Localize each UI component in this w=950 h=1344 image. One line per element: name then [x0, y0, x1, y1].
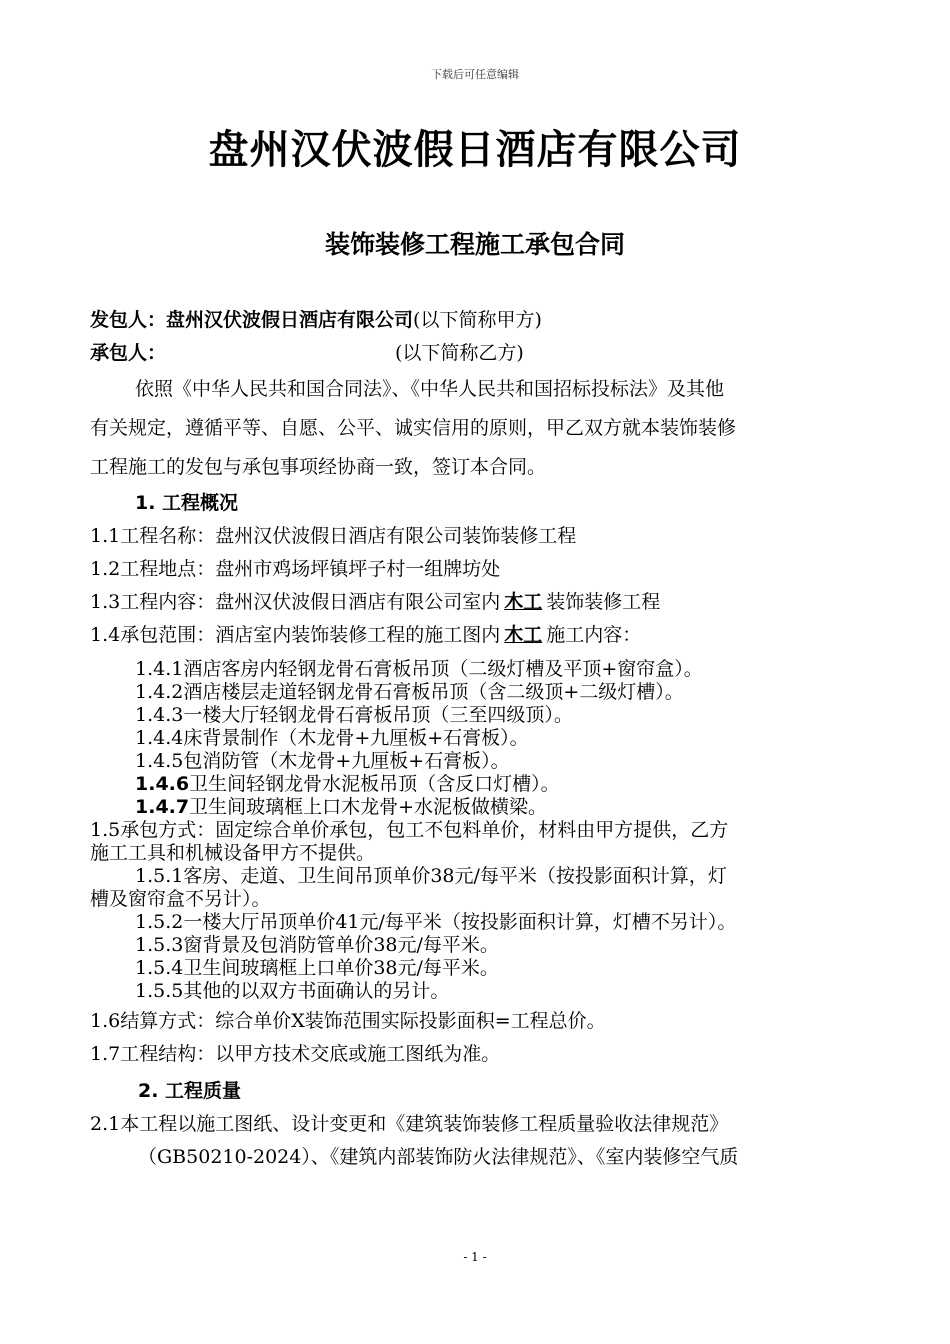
clause-1-1: 1.1工程名称：盘州汉伏波假日酒店有限公司装饰装修工程 — [90, 525, 577, 547]
clause-1-4 — [90, 619, 880, 652]
list-item: 1.5.3窗背景及包消防管单价38元/每平米。 — [135, 934, 499, 956]
party-a-name: 盘州汉伏波假日酒店有限公司 — [166, 309, 414, 331]
party-a-suffix: (以下简称甲方) — [413, 309, 542, 331]
party-a-label: 发包人： — [90, 309, 167, 331]
clause-1-5-list — [90, 911, 880, 1003]
list-item — [90, 796, 880, 819]
list-item: 1.4.4床背景制作（木龙骨+九厘板+石膏板）。 — [135, 727, 529, 749]
header-note: 下载后可任意编辑 — [431, 68, 519, 81]
clause-1-6: 1.6结算方式：综合单价X装饰范围实际投影面积=工程总价。 — [90, 1010, 606, 1032]
intro-line: 依照《中华人民共和国合同法》、《中华人民共和国招标投标法》及其他 — [135, 378, 725, 400]
list-item: 1.5.4卫生间玻璃框上口单价38元/每平米。 — [135, 957, 499, 979]
list-item-number: 1.4.7 — [135, 796, 190, 818]
clause-1-3-pre: 1.3工程内容：盘州汉伏波假日酒店有限公司室内 — [90, 591, 501, 613]
clause-1-5-1 — [90, 865, 880, 911]
intro-line: 有关规定，遵循平等、自愿、公平、诚实信用的原则，甲乙双方就本装饰装修 — [90, 417, 737, 439]
party-a-line — [90, 304, 880, 337]
contract-body — [90, 304, 880, 1174]
clause-2-1-line: 2.1本工程以施工图纸、设计变更和《建筑装饰装修工程质量验收法律规范》 — [90, 1113, 729, 1135]
list-item: 1.4.2酒店楼层走道轻钢龙骨石膏板吊顶（含二级顶+二级灯槽）。 — [135, 681, 684, 703]
list-item-text: 卫生间玻璃框上口木龙骨+水泥板做横梁。 — [189, 796, 548, 818]
clause-1-2: 1.2工程地点：盘州市鸡场坪镇坪子村一组牌坊处 — [90, 558, 501, 580]
party-b-line — [90, 337, 880, 370]
list-item: 1.5.5其他的以双方书面确认的另计。 — [135, 980, 450, 1002]
list-item: 1.4.3一楼大厅轻钢龙骨石膏板吊顶（三至四级顶）。 — [135, 704, 573, 726]
list-item-number: 1.4.6 — [135, 773, 190, 795]
clause-2-1 — [90, 1108, 880, 1174]
clause-1-4-underlined: 木工 — [504, 624, 543, 646]
section-2-title: 2. 工程质量 — [138, 1080, 242, 1102]
section-1-title: 1. 工程概况 — [135, 492, 239, 514]
clause-1-5-1-line: 槽及窗帘盒不另计）。 — [90, 888, 271, 910]
list-item: 1.4.1酒店客房内轻钢龙骨石膏板吊顶（二级灯槽及平顶+窗帘盒）。 — [135, 658, 703, 680]
list-item: 1.4.5包消防管（木龙骨+九厘板+石膏板）。 — [135, 750, 510, 772]
clause-1-3 — [90, 586, 880, 619]
clause-1-5-line: 施工工具和机械设备甲方不提供。 — [90, 842, 376, 864]
intro-paragraph — [90, 370, 880, 487]
clause-1-3-underlined: 木工 — [504, 591, 543, 613]
company-title: 盘州汉伏波假日酒店有限公司 — [208, 127, 742, 173]
clause-1-5 — [90, 819, 880, 865]
page-number: - 1 - — [463, 1250, 487, 1264]
clause-1-5-1-line: 1.5.1客房、走道、卫生间吊顶单价38元/每平米（按投影面积计算，灯 — [135, 865, 727, 887]
list-item: 1.5.2一楼大厅吊顶单价41元/每平米（按投影面积计算，灯槽不另计）。 — [135, 911, 737, 933]
party-b-suffix: (以下简称乙方) — [395, 342, 524, 364]
clause-1-7: 1.7工程结构：以甲方技术交底或施工图纸为准。 — [90, 1043, 501, 1065]
party-b-label: 承包人： — [90, 342, 167, 364]
clause-1-5-line: 1.5承包方式：固定综合单价承包，包工不包料单价，材料由甲方提供，乙方 — [90, 819, 729, 841]
clause-1-4-pre: 1.4承包范围：酒店室内装饰装修工程的施工图内 — [90, 624, 501, 646]
list-item — [90, 773, 880, 796]
intro-line: 工程施工的发包与承包事项经协商一致，签订本合同。 — [90, 456, 547, 478]
contract-title: 装饰装修工程施工承包合同 — [324, 230, 625, 259]
clause-1-3-post: 装饰装修工程 — [546, 591, 661, 613]
clause-2-1-line: （GB50210-2024）、《建筑内部装饰防火法律规范》、《室内装修空气质 — [138, 1146, 739, 1168]
list-item-text: 卫生间轻钢龙骨水泥板吊顶（含反口灯槽）。 — [189, 773, 560, 795]
clause-1-4-list — [90, 658, 880, 819]
clause-1-4-post: 施工内容： — [546, 624, 642, 646]
